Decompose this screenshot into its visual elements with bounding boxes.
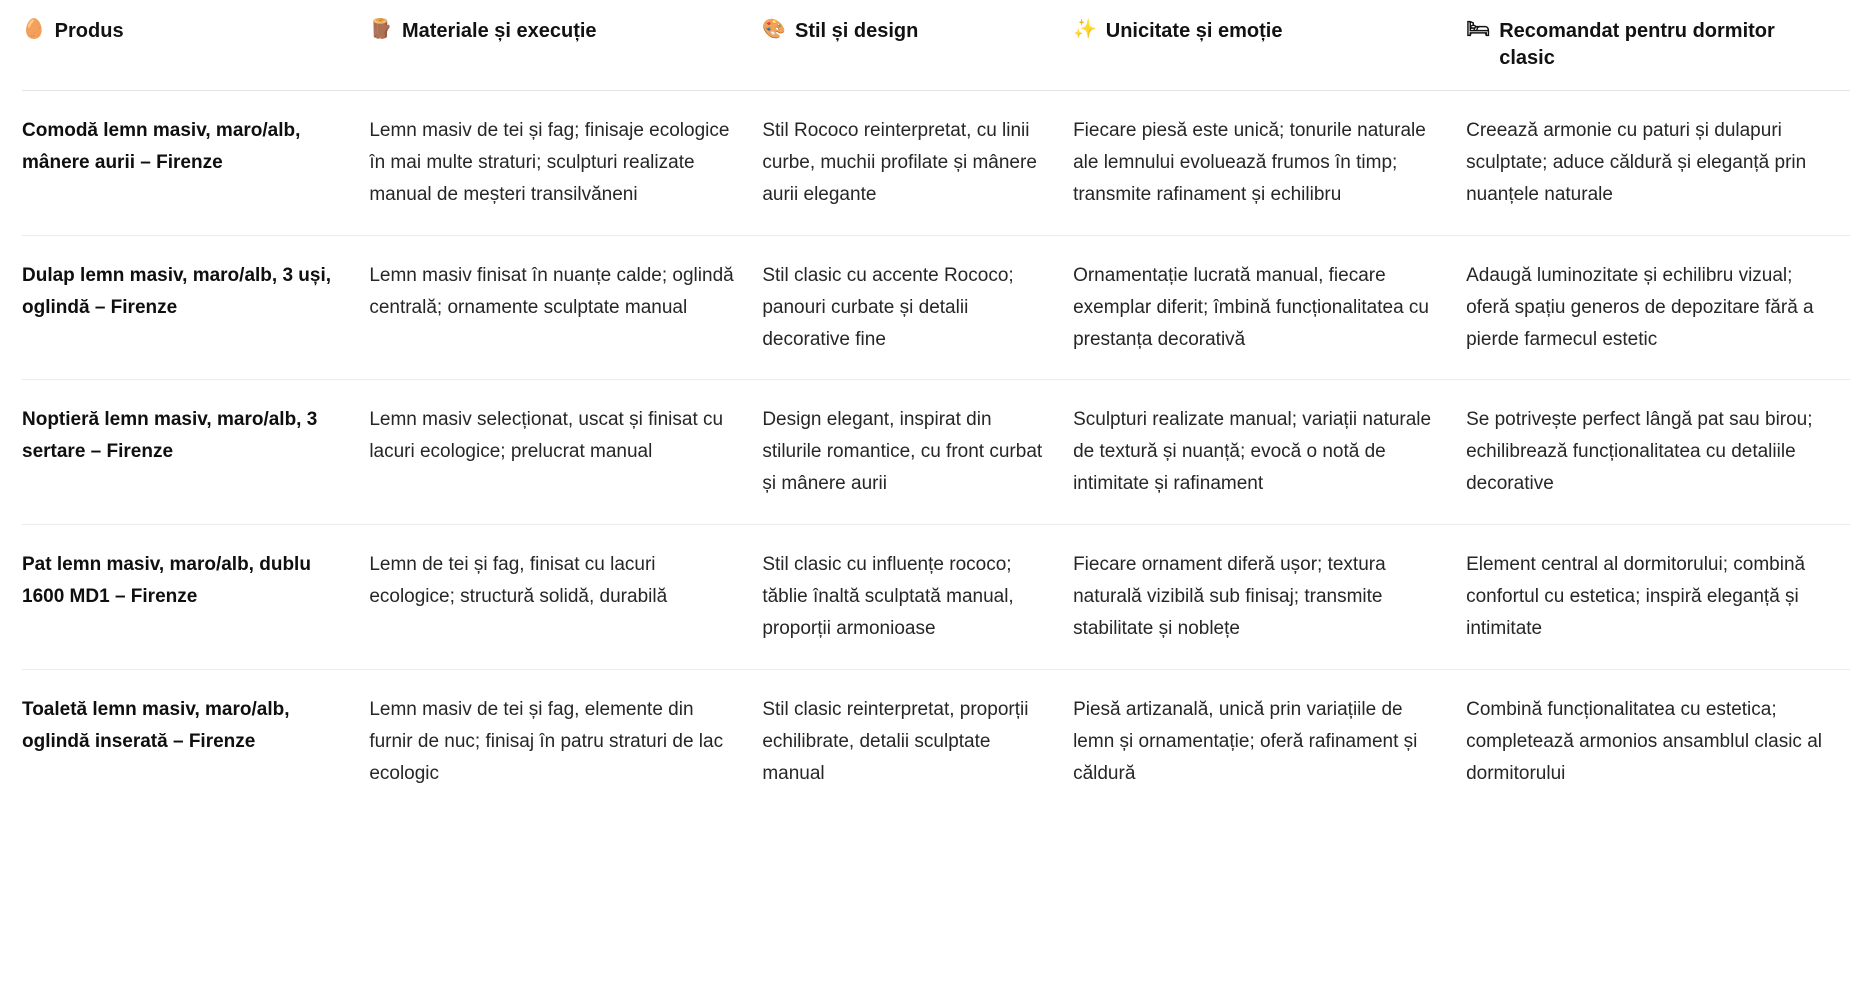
cell-unicitate: Sculpturi realizate manual; variații naturale de textură și nuanță; evocă o notă de intimitate și rafinament: [1073, 380, 1466, 525]
column-header-unicitate: [1073, 14, 1466, 91]
cell-produs: Toaletă lemn masiv, maro/alb, oglindă inserată – Firenze: [22, 698, 290, 752]
cell-produs: Noptieră lemn masiv, maro/alb, 3 sertare – Firenze: [22, 380, 369, 525]
table-row: [22, 669, 1850, 813]
cell-stil: Design elegant, inspirat din stilurile romantice, cu front curbat și mânere aurii: [762, 380, 1073, 525]
table-header-row: [22, 14, 1850, 91]
palette-icon: 🎨: [762, 19, 786, 40]
cell-stil: Stil clasic cu influențe rococo; tăblie înaltă sculptată manual, proporții armonioase: [762, 525, 1073, 670]
column-header-label: Unicitate și emoție: [1105, 20, 1283, 42]
product-comparison-table: [22, 14, 1850, 814]
wood-icon: 🪵: [369, 19, 393, 40]
column-header-label: Produs: [54, 20, 124, 42]
table-row: [22, 380, 1850, 525]
cell-produs: Comodă lemn masiv, maro/alb, mânere aurii – Firenze: [22, 91, 369, 236]
cell-produs: Dulap lemn masiv, maro/alb, 3 uși, oglindă – Firenze: [22, 235, 369, 380]
cell-unicitate: Fiecare piesă este unică; tonurile naturale ale lemnului evoluează frumos în timp; transmite rafinament și echilibru: [1073, 91, 1466, 236]
cell-recomandat: Se potrivește perfect lângă pat sau birou; echilibrează funcționalitatea cu detaliile decorative: [1466, 380, 1850, 525]
cell-materiale: Lemn masiv de tei și fag; finisaje ecologice în mai multe straturi; sculpturi realizate manual de meșteri transilvăneni: [369, 91, 762, 236]
cell-unicitate: Fiecare ornament diferă ușor; textura naturală vizibilă sub finisaj; transmite stabilitate și noblețe: [1073, 525, 1466, 670]
column-header-produs: [22, 14, 369, 91]
column-header-label: Materiale și execuție: [401, 20, 597, 42]
cell-unicitate: Piesă artizanală, unică prin variațiile de lemn și ornamentație; oferă rafinament și căldură: [1073, 698, 1418, 784]
cell-recomandat: Creează armonie cu paturi și dulapuri sculptate; aduce căldură și eleganță prin nuanțele naturale: [1466, 91, 1850, 236]
cell-recomandat: Element central al dormitorului; combină confortul cu estetica; inspiră eleganță și intimitate: [1466, 525, 1850, 670]
cell-unicitate: Ornamentație lucrată manual, fiecare exemplar diferit; îmbină funcționalitatea cu prestanța decorativă: [1073, 235, 1466, 380]
table-body: [22, 91, 1850, 814]
cell-stil: Stil clasic cu accente Rococo; panouri curbate și detalii decorative fine: [762, 235, 1073, 380]
column-header-stil: [762, 14, 1073, 91]
cell-produs: Pat lemn masiv, maro/alb, dublu 1600 MD1 – Firenze: [22, 525, 369, 670]
bed-icon: 🛏: [1466, 19, 1491, 40]
sparkles-icon: ✨: [1073, 19, 1097, 40]
column-header-label: Recomandat pentru dormitor clasic: [1499, 20, 1775, 69]
column-header-label: Stil și design: [795, 20, 919, 42]
table-header: [22, 14, 1850, 91]
cell-stil: Stil Rococo reinterpretat, cu linii curbe, muchii profilate și mânere aurii elegante: [762, 91, 1073, 236]
cell-materiale: Lemn masiv selecționat, uscat și finisat cu lacuri ecologice; prelucrat manual: [369, 380, 762, 525]
egg-icon: 🥚: [22, 19, 46, 40]
cell-materiale: Lemn masiv de tei și fag, elemente din furnir de nuc; finisaj în patru straturi de lac ecologic: [369, 698, 724, 784]
cell-recomandat: Adaugă luminozitate și echilibru vizual; oferă spațiu generos de depozitare fără a pierde farmecul estetic: [1466, 235, 1850, 380]
table-row: [22, 235, 1850, 380]
cell-stil: Stil clasic reinterpretat, proporții echilibrate, detalii sculptate manual: [762, 698, 1029, 784]
column-header-recomandat: [1466, 14, 1850, 91]
cell-materiale: Lemn de tei și fag, finisat cu lacuri ecologice; structură solidă, durabilă: [369, 525, 762, 670]
column-header-materiale: [369, 14, 762, 91]
cell-materiale: Lemn masiv finisat în nuanțe calde; oglindă centrală; ornamente sculptate manual: [369, 235, 762, 380]
table-row: [22, 525, 1850, 670]
cell-recomandat: Combină funcționalitatea cu estetica; completează armonios ansamblul clasic al dormitorului: [1466, 698, 1822, 784]
table-row: [22, 91, 1850, 236]
